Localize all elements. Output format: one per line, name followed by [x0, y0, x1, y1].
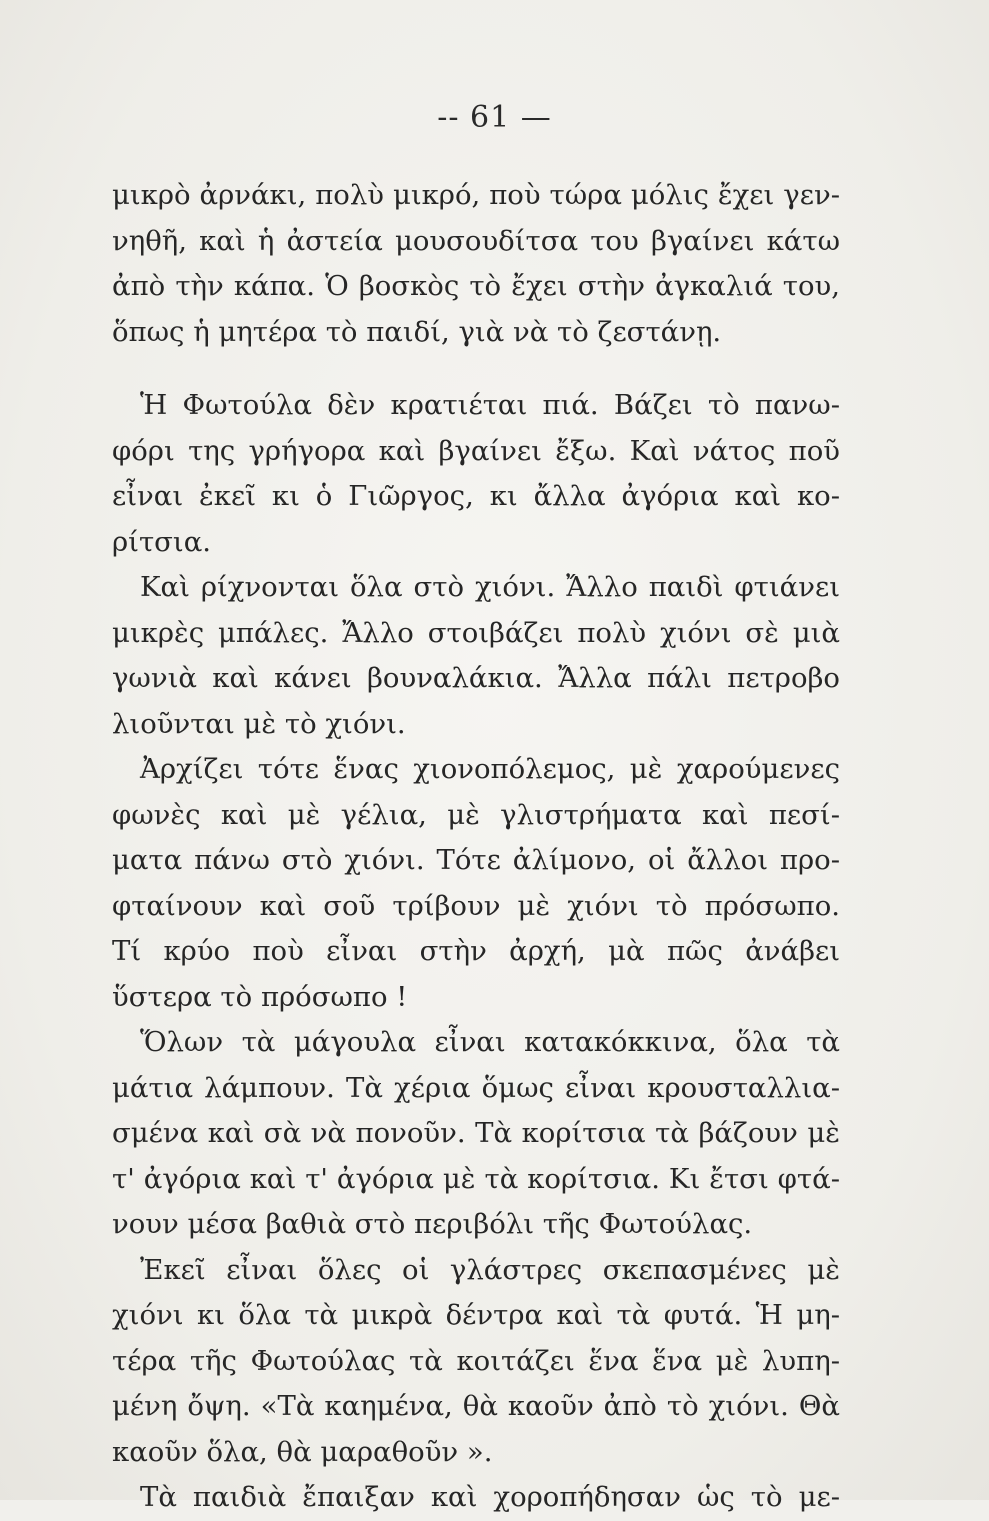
paragraph: [112, 565, 840, 747]
text-line: Ἡ Φωτούλα δὲν κρατιέται πιά. Βάζει τὸ πανω-: [140, 389, 840, 421]
text-line: μένη ὄψη. «Τὰ καημένα, θὰ καοῦν ἀπὸ τὸ χιόνι. Θὰ: [112, 1390, 840, 1422]
text-line: φόρι της γρήγορα καὶ βγαίνει ἔξω. Καὶ νάτος ποῦ: [112, 434, 840, 467]
body-text: [112, 173, 840, 1521]
text-line: φωνὲς καὶ μὲ γέλια, μὲ γλιστρήματα καὶ πεσί-: [112, 798, 840, 831]
text-line: νηθῆ, καὶ ἡ ἀστεία μουσουδίτσα του βγαίνει κάτω: [112, 224, 840, 257]
paragraph-gap: [112, 355, 840, 383]
paragraph: [112, 747, 840, 1020]
text-line: ὅπως ἡ μητέρα τὸ παιδί, γιὰ νὰ τὸ ζεστάνῃ.: [112, 315, 722, 348]
text-line: Καὶ ρίχνονται ὅλα στὸ χιόνι. Ἄλλο παιδὶ φτιάνει: [140, 571, 840, 603]
text-line: μικρὲς μπάλες. Ἄλλο στοιβάζει πολὺ χιόνι σὲ μιὰ: [112, 616, 840, 649]
text-line: σμένα καὶ σὰ νὰ πονοῦν. Τὰ κορίτσια τὰ βάζουν μὲ: [112, 1117, 840, 1149]
page-number: -- 61 —: [437, 100, 552, 135]
text-line: Ἐκεῖ εἶναι ὅλες οἱ γλάστρες σκεπασμένες μὲ: [140, 1253, 840, 1286]
text-line: εἶναι ἐκεῖ κι ὁ Γιῶργος, κι ἄλλα ἀγόρια καὶ κο-: [112, 480, 840, 512]
text-line: νουν μέσα βαθιὰ στὸ περιβόλι τῆς Φωτούλας.: [112, 1208, 753, 1240]
text-line: Τί κρύο ποὺ εἶναι στὴν ἀρχή, μὰ πῶς ἀνάβει: [112, 935, 840, 967]
text-line: ρίτσια.: [112, 525, 212, 558]
text-line: μικρὸ ἀρνάκι, πολὺ μικρό, ποὺ τώρα μόλις ἔχει γεν-: [112, 179, 840, 211]
text-line: τέρα τῆς Φωτούλας τὰ κοιτάζει ἕνα ἕνα μὲ λυπη-: [112, 1344, 840, 1377]
paragraph: [112, 173, 840, 355]
text-line: τ' ἀγόρια καὶ τ' ἀγόρια μὲ τὰ κορίτσια. Κι ἔτσι φτά-: [112, 1162, 840, 1195]
text-line: Τὰ παιδιὰ ἔπαιξαν καὶ χοροπήδησαν ὡς τὸ με-: [140, 1481, 840, 1513]
text-line: καοῦν ὅλα, θὰ μαραθοῦν ».: [112, 1435, 493, 1468]
paragraph: [112, 1020, 840, 1248]
paragraph: [112, 1475, 840, 1521]
text-line: γωνιὰ καὶ κάνει βουναλάκια. Ἄλλα πάλι πετροβο: [112, 662, 840, 694]
text-line: λιοῦνται μὲ τὸ χιόνι.: [112, 707, 406, 740]
text-line: Ἀρχίζει τότε ἕνας χιονοπόλεμος, μὲ χαρούμενες: [140, 753, 840, 785]
text-line: φταίνουν καὶ σοῦ τρίβουν μὲ χιόνι τὸ πρόσωπο.: [112, 889, 840, 922]
paragraph: [112, 1248, 840, 1476]
text-line: ἀπὸ τὴν κάπα. Ὁ βοσκὸς τὸ ἔχει στὴν ἀγκαλιά του,: [112, 270, 840, 302]
text-line: ὕστερα τὸ πρόσωπο !: [112, 980, 408, 1013]
text-line: χιόνι κι ὅλα τὰ μικρὰ δέντρα καὶ τὰ φυτά. Ἡ μη-: [112, 1299, 840, 1331]
text-line: μάτια λάμπουν. Τὰ χέρια ὅμως εἶναι κρουσταλλια-: [112, 1071, 840, 1104]
paragraph: [112, 383, 840, 565]
text-line: ματα πάνω στὸ χιόνι. Τότε ἀλίμονο, οἱ ἄλλοι προ-: [112, 844, 840, 876]
text-line: Ὅλων τὰ μάγουλα εἶναι κατακόκκινα, ὅλα τὰ: [140, 1026, 840, 1058]
